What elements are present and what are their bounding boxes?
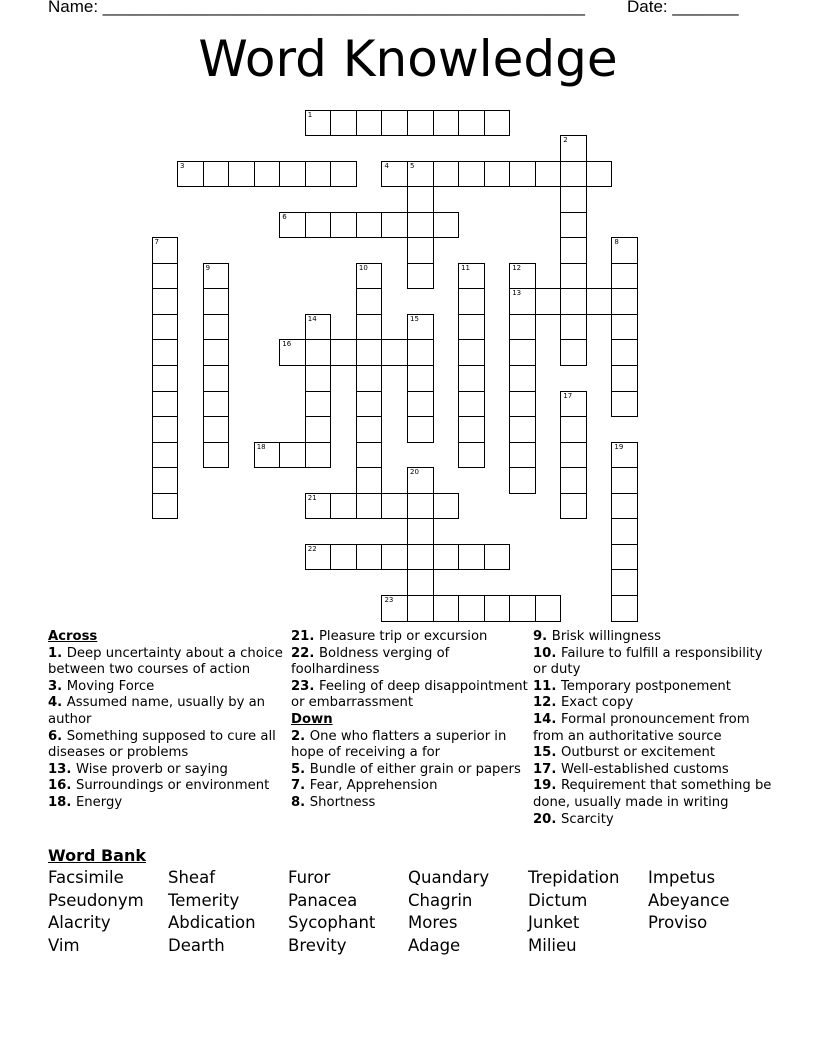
clues-column-2 [291,629,529,812]
grid-cell[interactable] [484,595,511,622]
clue-item: 23. Feeling of deep disappointment or embarrassment [291,678,528,711]
grid-cell[interactable] [254,442,281,469]
word-bank-word: Panacea [288,890,358,910]
grid-cell[interactable] [356,365,383,392]
grid-cell[interactable] [509,365,536,392]
clue-number: 23 [384,595,394,604]
grid-cell[interactable] [279,212,306,239]
clue-number: 19 [614,442,624,451]
grid-cell[interactable] [611,365,638,392]
word-bank-word: Adage [408,935,461,955]
word-bank-word: Abeyance [648,890,730,910]
clue-item: 4. Assumed name, usually by an author [48,695,266,727]
clue-item: 8. Shortness [291,794,376,810]
grid-cell[interactable] [560,416,587,443]
grid-cell[interactable] [509,595,536,622]
grid-cell[interactable] [152,237,179,264]
grid-cell[interactable] [305,493,332,520]
grid-cell[interactable] [152,339,179,366]
grid-cell[interactable] [330,161,357,188]
clue-heading: Across [48,629,98,644]
grid-cell[interactable] [203,442,230,469]
clue-heading: Down [291,711,333,727]
clue-item: 1. Deep uncertainty about a choice between two courses of action [48,645,283,678]
grid-cell[interactable] [509,288,536,315]
clue-number: 14 [307,314,317,323]
clue-number: 4 [384,161,389,170]
grid-cell[interactable] [611,569,638,596]
grid-cell[interactable] [433,212,460,239]
clue-number: 1 [307,110,313,119]
grid-cell[interactable] [560,391,587,418]
grid-cell[interactable] [433,595,460,622]
grid-cell[interactable] [152,288,179,315]
clue-item: 22. Boldness verging of foolhardiness [291,645,450,678]
grid-cell[interactable] [611,595,638,622]
grid-cell[interactable] [330,339,357,366]
grid-cell[interactable] [407,365,434,392]
word-bank-word: Brevity [288,935,347,955]
grid-cell[interactable] [203,339,230,366]
clue-item: 11. Temporary postponement [533,678,731,694]
word-bank-word: Alacrity [48,913,111,933]
grid-cell[interactable] [560,263,587,290]
clue-item: 19. Requirement that something be done, usually made in writing [533,778,772,810]
grid-cell[interactable] [381,544,408,571]
grid-cell[interactable] [407,467,434,494]
grid-cell[interactable] [560,237,587,264]
grid-cell[interactable] [458,339,485,366]
grid-cell[interactable] [535,161,562,188]
grid-cell[interactable] [509,442,536,469]
grid-cell[interactable] [433,161,460,188]
grid-cell[interactable] [330,493,357,520]
grid-cell[interactable] [458,416,485,443]
grid-cell[interactable] [152,365,179,392]
grid-cell[interactable] [407,493,434,520]
word-bank-word: Mores [408,913,458,933]
clue-item: 2. One who flatters a superior in hope of receiving a for [291,728,507,761]
grid-cell[interactable] [305,544,332,571]
clue-number: 18 [256,442,266,451]
clue-number: 3 [180,161,185,170]
grid-cell[interactable] [458,314,485,341]
grid-cell[interactable] [305,339,332,366]
grid-cell[interactable] [484,544,511,571]
grid-cell[interactable] [560,442,587,469]
grid-cell[interactable] [356,288,383,315]
clue-number: 2 [563,136,568,145]
clue-item: 10. Failure to fulfill a responsibility or duty [533,645,763,678]
grid-cell[interactable] [458,288,485,315]
grid-cell[interactable] [611,339,638,366]
grid-cell[interactable] [305,365,332,392]
word-bank-word: Impetus [648,868,716,887]
grid-cell[interactable] [560,493,587,520]
clue-number: 5 [410,161,415,170]
grid-cell[interactable] [407,339,434,366]
grid-cell[interactable] [458,595,485,622]
grid-cell[interactable] [356,416,383,443]
grid-cell[interactable] [305,212,332,239]
grid-cell[interactable] [203,263,230,290]
clue-number: 10 [358,263,368,272]
grid-cell[interactable] [509,263,536,290]
grid-cell[interactable] [279,161,306,188]
grid-cell[interactable] [611,544,638,571]
grid-cell[interactable] [203,365,230,392]
grid-cell[interactable] [203,288,230,315]
word-bank-word: Vim [48,935,80,955]
grid-cell[interactable] [407,110,434,137]
grid-cell[interactable] [407,518,434,545]
grid-cell[interactable] [484,110,511,137]
word-bank-word: Proviso [648,913,708,933]
grid-cell[interactable] [407,569,434,596]
word-bank-word: Sheaf [168,868,216,887]
grid-cell[interactable] [458,544,485,571]
grid-cell[interactable] [407,186,434,213]
grid-cell[interactable] [560,288,587,315]
grid-cell[interactable] [560,186,587,213]
word-bank-word: Trepidation [528,868,620,887]
grid-cell[interactable] [203,161,230,188]
grid-cell[interactable] [330,110,357,137]
grid-cell[interactable] [433,544,460,571]
grid-cell[interactable] [586,288,613,315]
grid-cell[interactable] [330,544,357,571]
grid-cell[interactable] [433,110,460,137]
grid-cell[interactable] [560,339,587,366]
grid-cell[interactable] [407,391,434,418]
grid-cell[interactable] [611,314,638,341]
clues-column-3 [533,629,773,828]
word-bank-word: Facsimile [48,868,124,887]
clue-number: 6 [282,212,287,221]
clue-item: 12. Exact copy [533,695,634,711]
grid-cell[interactable] [611,263,638,290]
clue-item: 20. Scarcity [533,811,614,827]
clue-number: 12 [512,263,522,272]
clue-item: 17. Well-established customs [533,761,729,777]
word-bank-word: Pseudonym [48,890,144,910]
word-bank-word: Chagrin [408,890,473,910]
grid-cell[interactable] [509,391,536,418]
name-field[interactable]: Name: ___________________________________________________ [48,0,585,16]
word-bank-word: Dictum [528,890,588,910]
grid-cell[interactable] [407,595,434,622]
grid-cell[interactable] [484,161,511,188]
grid-cell[interactable] [356,493,383,520]
grid-cell[interactable] [407,314,434,341]
clue-number: 17 [563,391,573,400]
grid-cell[interactable] [356,442,383,469]
word-bank-word: Furor [288,868,331,887]
grid-cell[interactable] [611,442,638,469]
word-bank-title: Word Bank [48,846,147,865]
clue-item: 18. Energy [48,794,123,810]
clue-item: 9. Brisk willingness [533,629,661,644]
word-bank-word: Milieu [528,935,577,955]
grid-cell[interactable] [305,161,332,188]
page-title: Word Knowledge [198,30,618,88]
grid-cell[interactable] [407,416,434,443]
grid-cell[interactable] [305,442,332,469]
grid-cell[interactable] [560,161,587,188]
clue-item: 6. Something supposed to cure all diseases or problems [48,728,276,761]
clue-number: 13 [512,289,522,298]
grid-cell[interactable] [177,161,204,188]
grid-cell[interactable] [356,212,383,239]
grid-cell[interactable] [356,467,383,494]
grid-cell[interactable] [560,135,587,162]
word-bank-word: Dearth [168,935,225,955]
grid-cell[interactable] [305,416,332,443]
grid-cell[interactable] [330,212,357,239]
grid-cell[interactable] [407,263,434,290]
word-bank-word: Temerity [168,890,240,910]
clues-column-1 [48,629,284,812]
grid-cell[interactable] [381,493,408,520]
grid-cell[interactable] [458,263,485,290]
grid-cell[interactable] [407,544,434,571]
clue-number: 21 [307,493,317,502]
clue-item: 21. Pleasure trip or excursion [291,629,488,644]
grid-cell[interactable] [407,161,434,188]
word-bank-word: Quandary [408,868,490,887]
date-field[interactable]: Date: _______ [627,0,739,16]
grid-cell[interactable] [356,391,383,418]
grid-cell[interactable] [152,314,179,341]
grid-cell[interactable] [152,263,179,290]
grid-cell[interactable] [228,161,255,188]
grid-cell[interactable] [279,442,306,469]
grid-cell[interactable] [279,339,306,366]
clue-item: 14. Formal pronouncement from from an authoritative source [533,711,750,744]
clue-item: 13. Wise proverb or saying [48,761,228,777]
grid-cell[interactable] [458,442,485,469]
clue-number: 8 [614,238,619,247]
clue-number: 11 [461,263,471,272]
word-bank-word: Sycophant [288,913,376,933]
grid-cell[interactable] [381,339,408,366]
clue-number: 16 [282,340,292,349]
clue-item: 7. Fear, Apprehension [291,778,438,794]
grid-cell[interactable] [535,595,562,622]
grid-cell[interactable] [560,314,587,341]
grid-cell[interactable] [458,365,485,392]
grid-cell[interactable] [356,314,383,341]
grid-cell[interactable] [611,288,638,315]
clue-number: 15 [410,314,419,323]
grid-cell[interactable] [509,314,536,341]
clue-item: 5. Bundle of either grain or papers [291,761,521,777]
clue-number: 9 [205,263,211,272]
grid-cell[interactable] [203,416,230,443]
grid-cell[interactable] [356,339,383,366]
word-bank-word: Junket [528,913,580,933]
grid-cell[interactable] [152,442,179,469]
grid-cell[interactable] [611,391,638,418]
grid-cell[interactable] [305,391,332,418]
clue-number: 7 [154,238,159,247]
grid-cell[interactable] [381,595,408,622]
grid-cell[interactable] [611,237,638,264]
grid-cell[interactable] [560,212,587,239]
grid-cell[interactable] [152,467,179,494]
grid-cell[interactable] [458,110,485,137]
grid-cell[interactable] [433,493,460,520]
grid-cell[interactable] [152,391,179,418]
grid-cell[interactable] [203,391,230,418]
grid-cell[interactable] [356,544,383,571]
grid-cell[interactable] [407,237,434,264]
grid-cell[interactable] [611,467,638,494]
grid-cell[interactable] [509,416,536,443]
clue-item: 15. Outburst or excitement [533,745,716,761]
word-bank-word: Abdication [168,913,256,933]
grid-cell[interactable] [458,161,485,188]
grid-cell[interactable] [381,110,408,137]
grid-cell[interactable] [560,467,587,494]
grid-cell[interactable] [611,518,638,545]
grid-cell[interactable] [152,493,179,520]
grid-cell[interactable] [305,314,332,341]
grid-cell[interactable] [509,467,536,494]
grid-cell[interactable] [381,161,408,188]
grid-cell[interactable] [458,391,485,418]
grid-cell[interactable] [611,493,638,520]
grid-cell[interactable] [381,212,408,239]
grid-cell[interactable] [407,212,434,239]
grid-cell[interactable] [356,263,383,290]
grid-cell[interactable] [586,161,613,188]
grid-cell[interactable] [509,161,536,188]
clue-number: 20 [410,468,419,477]
clue-item: 16. Surroundings or environment [48,778,270,794]
grid-cell[interactable] [305,110,332,137]
grid-cell[interactable] [203,314,230,341]
clue-number: 22 [307,544,317,553]
clue-item: 3. Moving Force [48,678,155,694]
grid-cell[interactable] [356,110,383,137]
grid-cell[interactable] [509,339,536,366]
grid-cell[interactable] [152,416,179,443]
grid-cell[interactable] [535,288,562,315]
grid-cell[interactable] [254,161,281,188]
